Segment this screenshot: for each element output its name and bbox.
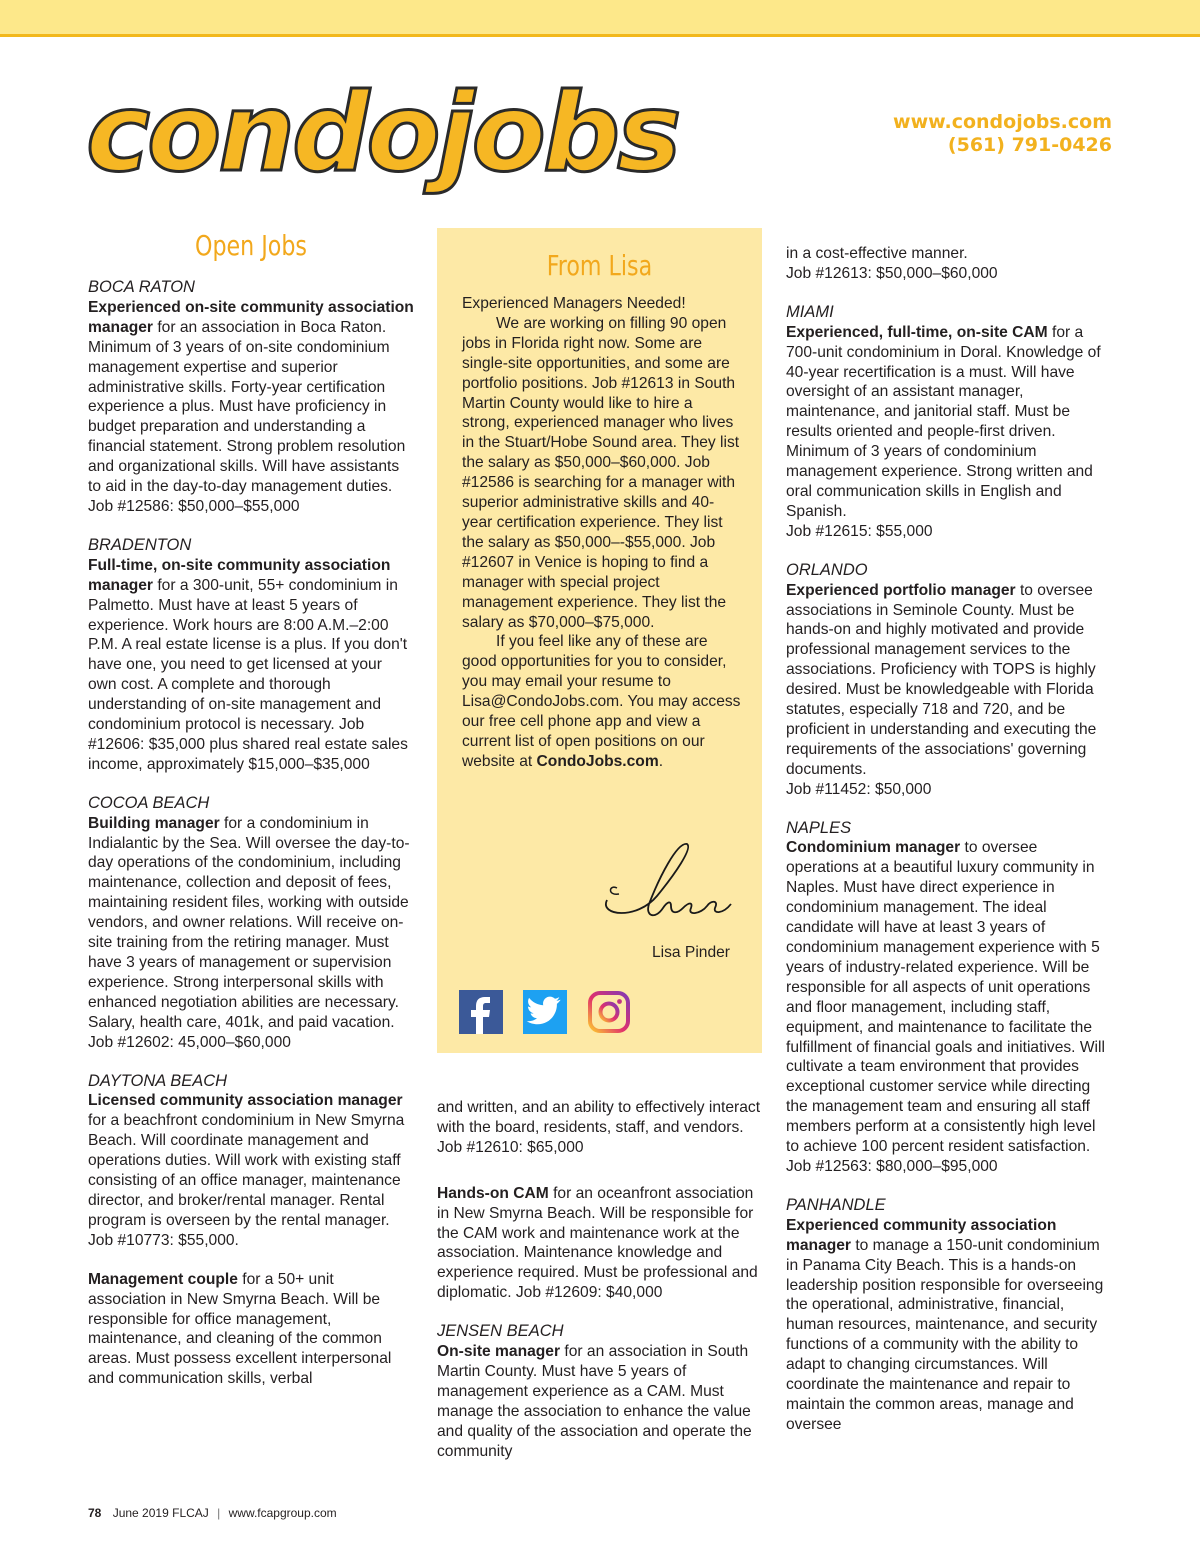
job-daytona-beach [88,1072,414,1251]
job-title: Full-time, on-site community association manager [88,556,391,594]
website-link[interactable]: www.condojobs.com [893,111,1112,133]
job-ref: Job #12615: $55,000 [786,522,933,540]
signer-name: Lisa Pinder [651,944,730,961]
letter-paragraph [462,632,742,771]
job-description [786,581,1112,780]
job-orlando [786,561,1112,800]
job-text: to manage a 150-unit condominium in Panama City Beach. This is a hands-on leadership position responsible for overseeing the operational, administrative, financial, human resources, maintenance, and security functions of a community with the ability to adapt to changing circumstances. Will coordinate the maintenance and repair to maintain the common areas, manage and oversee [786,1236,1104,1433]
job-panhandle [786,1196,1112,1435]
job-title: Experienced on-site community association manager [88,298,414,336]
open-jobs-heading: Open Jobs [195,229,307,262]
job-jensen-beach-cont [786,244,1112,284]
from-lisa-box [437,228,762,1053]
job-miami [786,303,1112,542]
job-ref: Job #12613: $50,000–$60,000 [786,264,998,282]
letter-text: . [658,752,664,770]
job-title: Hands-on CAM [437,1184,549,1202]
job-title: Experienced community association manager [786,1216,1057,1254]
column-middle [437,1098,763,1481]
job-description [786,1216,1112,1435]
job-text: for a 300-unit, 55+ condominium in Palmetto. Must have at least 5 years of experience. Work hours are 8:00 A.M.–2:00 P.M. A real estate license is a plus. If you don't have one, you need to get licensed at your own cost. A complete and thorough understanding of on-site management and condominium protocol is necessary. Job #12606: $35,000 plus shared real estate sales income, approximately $15,000–$35,000 [88,576,408,773]
city-heading: JENSEN BEACH [437,1322,564,1341]
job-title: On-site manager [437,1343,561,1361]
job-text: for a beachfront condominium in New Smyrna Beach. Will coordinate management and operations duties. Will work with existing staff consisting of an office manager, maintenance director, and broker/rental manager. Rental program is overseen by the rental manager. [88,1112,405,1229]
job-boca-raton [88,278,414,517]
column-left [88,230,414,1408]
job-description [88,298,414,497]
job-text: and written, and an ability to effectively interact with the board, residents, staff, and vendors. Job #12610: $65,000 [437,1099,761,1156]
city-heading: COCOA BEACH [88,793,210,812]
job-text: for a 700-unit condominium in Doral. Knowledge of 40-year recertification is a must. Will have oversight of an assistant manager, maintenance, and janitorial staff. Must be results oriented and people-first driven. Minimum of 3 years of condominium management experience. Strong written and oral communication skills in English and Spanish. [786,323,1101,520]
job-description [437,1342,763,1461]
city-heading: MIAMI [786,302,834,321]
job-ref: Job #11452: $50,000 [786,780,932,798]
city-heading: DAYTONA BEACH [88,1071,228,1090]
social-links [459,990,631,1034]
phone-number: (561) 791-0426 [947,134,1112,156]
top-banner [0,0,1200,34]
job-jensen-beach [437,1322,763,1461]
lisa-signature [597,838,737,928]
facebook-icon[interactable] [459,990,503,1034]
job-description [88,814,414,1033]
city-heading: ORLANDO [786,560,868,579]
job-text: for an association in Boca Raton. Minimum of 3 years of on-site condominium management expertise and superior administrative skills. Forty-year certification experience a plus. Must have proficiency in budget preparation and understanding a financial statement. Strong problem resolution and organizational skills. Will have assistants to aid in the day-to-day management duties. [88,318,406,496]
job-text: to oversee operations at a beautiful luxury community in Naples. Must have direct experience in condominium management. The ideal candidate will have at least 3 years of condominium management experience with 5 years of industry-related experience. Will be responsible for all aspects of unit operations and floor management, including staff, equipment, and maintenance to facilitate the fulfillment of financial goals and initiatives. Will cultivate a team environment that provides exceptional customer service while directing the management team and ensuring all staff members perform at a consistently high level to achieve 100 percent resident satisfaction. [786,839,1105,1156]
job-title: Building manager [88,814,220,832]
job-cocoa-beach [88,794,414,1053]
page-number: 78 [88,1506,102,1520]
job-description [437,1184,763,1303]
city-heading: PANHANDLE [786,1195,886,1214]
letter-text: If you feel like any of these are good opportunities for you to consider, you may email your resume to Lisa@CondoJobs.com. You may access our free cell phone app and view a current list of open positions on our website at [462,633,741,770]
job-text: for an association in South Martin County. Must have 5 years of management experience as a CAM. Must manage the association to enhance the value and quality of the association and operate the community [437,1343,752,1460]
twitter-icon[interactable] [523,990,567,1034]
lisa-letter [462,294,742,772]
job-management-couple [88,1270,414,1389]
job-text: for a condominium in Indialantic by the Sea. Will oversee the day-to-day operations of the condominium, including maintenance, collection and deposit of fees, maintaining resident files, working with outside vendors, and owner relations. Will receive on-site training from the retiring manager. Must have 3 years of management or supervision experience. Strong interpersonal skills with enhanced negotiation abilities are necessary. Salary, health care, 401k, and paid vacation. [88,814,410,1031]
condojobs-logo[interactable]: condojobs [86,71,679,196]
letter-headline: Experienced Managers Needed! [462,295,686,312]
job-title: Experienced, full-time, on-site CAM [786,323,1048,341]
job-ref: Job #10773: $55,000. [88,1231,239,1249]
job-naples [786,819,1112,1177]
job-title: Management couple [88,1270,238,1288]
footer-separator: | [217,1506,221,1520]
column-right [786,244,1112,1454]
job-text: for a 50+ unit association in New Smyrna Beach. Will be responsible for office management, maintenance, and cleaning of the common areas. Must possess excellent interpersonal and communication skills, verbal [88,1270,392,1388]
footer-url[interactable]: www.fcapgroup.com [228,1506,337,1520]
city-heading: NAPLES [786,818,852,837]
job-ref: Job #12602: 45,000–$60,000 [88,1033,291,1051]
job-hands-on-cam [437,1184,763,1303]
publication: FLCAJ [172,1506,209,1520]
job-ref: Job #12586: $50,000–$55,000 [88,497,300,515]
job-description [88,556,414,775]
website-link[interactable]: CondoJobs.com [536,752,659,770]
job-description [786,323,1112,522]
issue-date: June 2019 [112,1506,169,1520]
job-management-couple-cont [437,1098,763,1158]
contact-block [893,111,1112,157]
top-rule [0,34,1200,37]
job-title: Experienced portfolio manager [786,581,1016,599]
city-heading: BRADENTON [88,535,192,554]
page-footer [88,1506,337,1520]
job-text: to oversee associations in Seminole County. Must be hands-on and highly motivated and provide professional management services to the associations. Proficiency with TOPS is highly desired. Must be knowledgeable with Florida statutes, especially 718 and 720, and be proficient in understanding and executing the requirements of the associations' governing documents. [786,581,1097,778]
from-lisa-heading: From Lisa [546,249,653,282]
job-description [786,838,1112,1157]
job-text: in a cost-effective manner. [786,245,968,262]
job-ref: Job #12563: $80,000–$95,000 [786,1157,998,1175]
instagram-icon[interactable] [587,990,631,1034]
job-text: for an oceanfront association in New Smyrna Beach. Will be responsible for the CAM work and maintenance work at the association. Maintenance knowledge and experience required. Must be professional and diplomatic. Job #12609: $40,000 [437,1184,758,1302]
job-title: Condominium manager [786,839,961,857]
city-heading: BOCA RATON [88,278,195,296]
letter-paragraph: We are working on filling 90 open jobs in Florida right now. Some are single-site opportunities, and some are portfolio positions. Job #12613 in South Martin County would like to hire a strong, experienced manager who lives in the Stuart/Hobe Sound area. They list the salary as $50,000–$60,000. Job #12586 is searching for a manager with superior administrative skills and 40-year certification experience. They list the salary as $50,000–-$55,000. Job #12607 in Venice is hoping to find a manager with special project management experience. They list the salary as $70,000–$75,000. [462,314,740,631]
job-description [88,1270,414,1389]
job-bradenton [88,536,414,775]
job-description [88,1091,414,1230]
job-title: Licensed community association manager [88,1092,403,1110]
